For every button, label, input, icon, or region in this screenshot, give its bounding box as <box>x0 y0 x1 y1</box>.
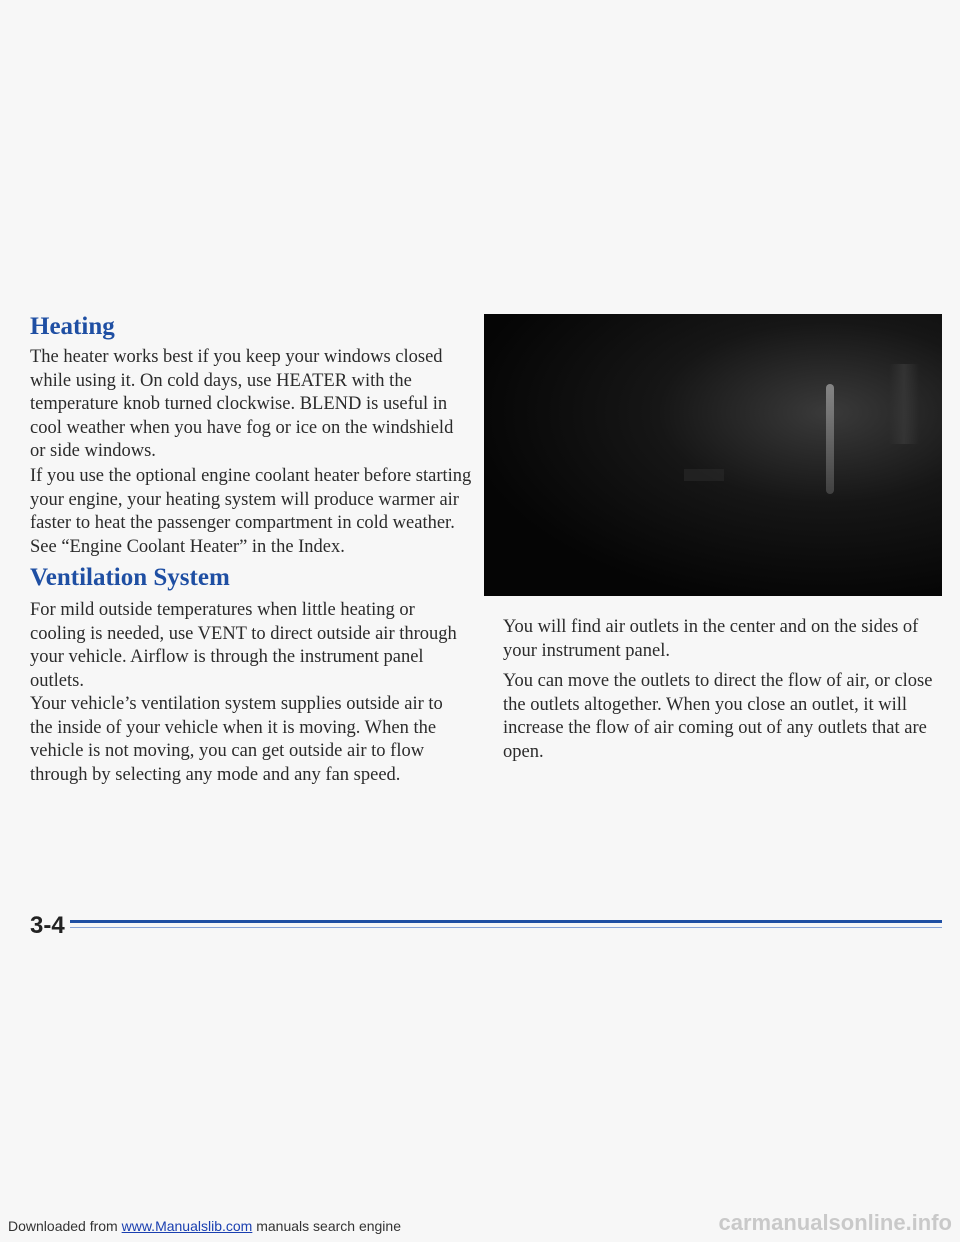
outlets-paragraph-2: You can move the outlets to direct the flow of air, or close the outlets altogether. When you close an outlet, it will increase the flow of air coming out of any outlets that are open. <box>503 671 933 762</box>
outlets-paragraph-1: You will find air outlets in the center and on the sides of your instrument panel. <box>503 617 919 661</box>
heating-paragraph-2: If you use the optional engine coolant heater before starting your engine, your heating system will produce warmer air faster to heat the passenger compartment in cold weather. See “Engine Coolant Heater” in the Index. <box>30 466 472 557</box>
page-rule-thin <box>70 927 942 928</box>
ventilation-paragraph-1: For mild outside temperatures when little heating or cooling is needed, use VENT to direct outside air through your vehicle. Airflow is through the instrument panel outlets. <box>30 600 457 691</box>
footer-suffix: manuals search engine <box>252 1218 401 1234</box>
ventilation-heading: Ventilation System <box>30 564 230 591</box>
outlet-highlight <box>889 364 919 444</box>
outlet-highlight <box>826 384 834 494</box>
heating-paragraph-1: The heater works best if you keep your windows closed while using it. On cold days, use HEATER with the temperature knob turned clockwise. BLEND is useful in cool weather when you have fog or ice on the windshield or side windows. <box>30 347 454 462</box>
outlet-highlight <box>684 469 724 481</box>
watermark: carmanualsonline.info <box>718 1210 952 1235</box>
instrument-panel-outlets-photo <box>484 314 942 596</box>
manualslib-link[interactable]: www.Manualslib.com <box>121 1218 253 1234</box>
footer-prefix: Downloaded from <box>8 1218 122 1234</box>
page-number: 3-4 <box>30 912 65 939</box>
page-rule <box>70 920 942 923</box>
download-footer <box>8 1218 401 1234</box>
ventilation-paragraph-2: Your vehicle’s ventilation system supplies outside air to the inside of your vehicle when it is moving. When the vehicle is not moving, you can get outside air to flow through by selecting any mode and any fan speed. <box>30 694 443 785</box>
heating-heading: Heating <box>30 313 115 340</box>
